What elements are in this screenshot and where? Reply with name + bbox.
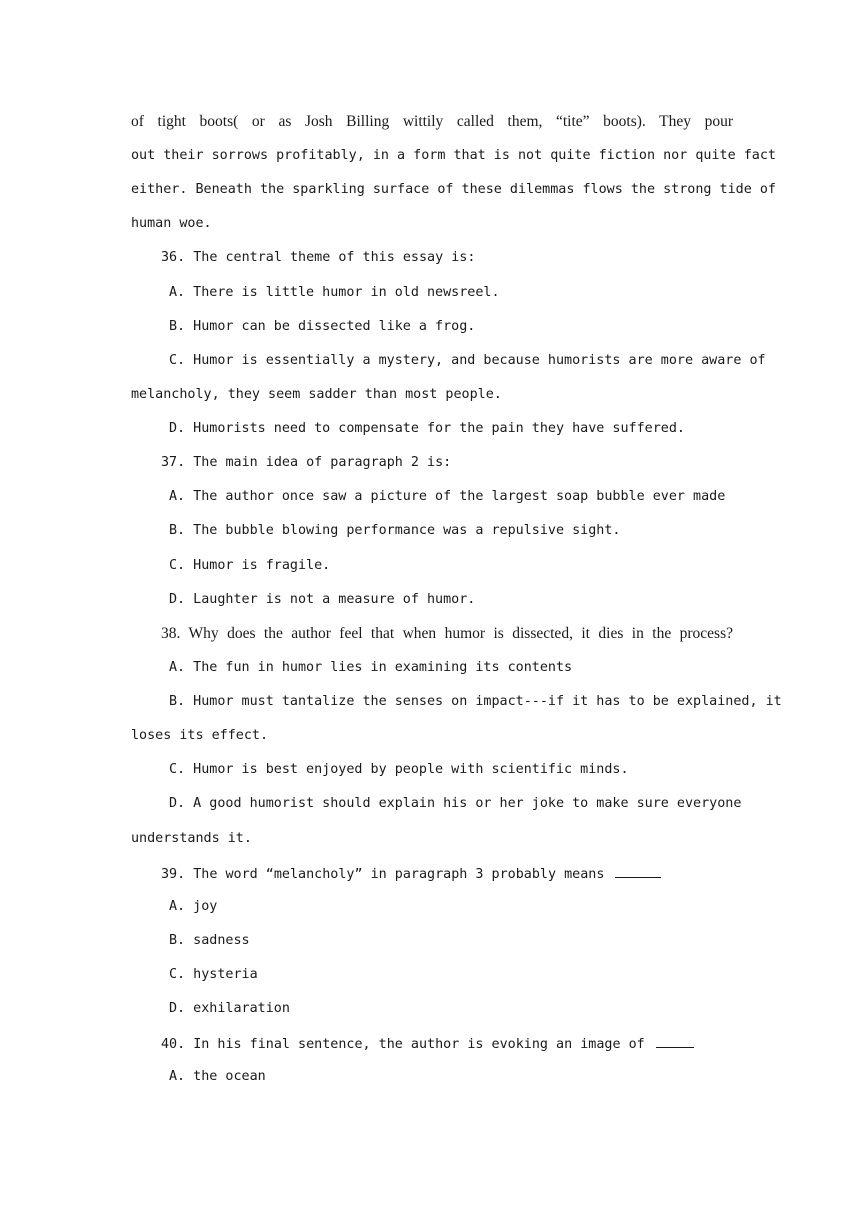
question-37-stem: 37. The main idea of paragraph 2 is: bbox=[161, 455, 452, 470]
question-40-answer-blank bbox=[656, 1034, 694, 1048]
question-37-option-d: D. Laughter is not a measure of humor. bbox=[169, 592, 476, 607]
question-40-option-a: A. the ocean bbox=[169, 1069, 266, 1084]
passage-line-1: of tight boots( or as Josh Billing wittily called them, “tite” boots). They pour bbox=[131, 113, 733, 130]
question-36-stem: 36. The central theme of this essay is: bbox=[161, 250, 476, 265]
question-38-option-b-line-1: B. Humor must tantalize the senses on impact---if it has to be explained, it bbox=[169, 694, 782, 709]
question-40-stem: 40. In his final sentence, the author is evoking an image of bbox=[161, 1037, 645, 1052]
question-38-option-d-line-1: D. A good humorist should explain his or her joke to make sure everyone bbox=[169, 796, 742, 811]
question-37-option-b: B. The bubble blowing performance was a repulsive sight. bbox=[169, 523, 621, 538]
question-38-option-b-line-2: loses its effect. bbox=[131, 728, 269, 743]
question-37-option-c: C. Humor is fragile. bbox=[169, 558, 331, 573]
question-37-option-a: A. The author once saw a picture of the largest soap bubble ever made bbox=[169, 489, 726, 504]
question-39-option-b: B. sadness bbox=[169, 933, 250, 948]
question-39-row bbox=[161, 864, 661, 884]
question-39-option-c: C. hysteria bbox=[169, 967, 258, 982]
question-36-option-a: A. There is little humor in old newsreel. bbox=[169, 285, 500, 300]
question-38-option-c: C. Humor is best enjoyed by people with scientific minds. bbox=[169, 762, 629, 777]
question-38-option-a: A. The fun in humor lies in examining its contents bbox=[169, 660, 573, 675]
question-40-row bbox=[161, 1034, 694, 1054]
question-36-option-d: D. Humorists need to compensate for the pain they have suffered. bbox=[169, 421, 685, 436]
question-36-option-c-line-2: melancholy, they seem sadder than most people. bbox=[131, 387, 502, 402]
passage-line-2: out their sorrows profitably, in a form that is not quite fiction nor quite fact bbox=[131, 148, 776, 163]
question-36-option-c-line-1: C. Humor is essentially a mystery, and because humorists are more aware of bbox=[169, 353, 766, 368]
passage-line-3: either. Beneath the sparkling surface of these dilemmas flows the strong tide of bbox=[131, 182, 776, 197]
passage-line-4: human woe. bbox=[131, 216, 212, 231]
question-39-option-a: A. joy bbox=[169, 899, 218, 914]
question-39-option-d: D. exhilaration bbox=[169, 1001, 290, 1016]
question-38-option-d-line-2: understands it. bbox=[131, 831, 252, 846]
question-38-stem: 38. Why does the author feel that when humor is dissected, it dies in the process? bbox=[161, 625, 733, 642]
question-39-stem: 39. The word “melancholy” in paragraph 3 probably means bbox=[161, 867, 605, 882]
question-36-option-b: B. Humor can be dissected like a frog. bbox=[169, 319, 476, 334]
question-39-answer-blank bbox=[615, 864, 661, 878]
